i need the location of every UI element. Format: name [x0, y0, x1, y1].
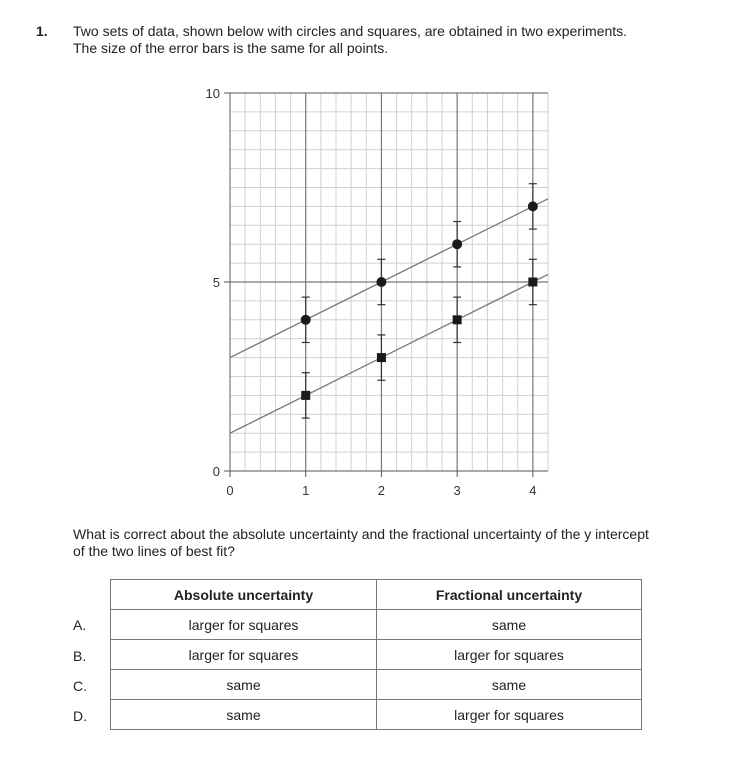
- square-point: [528, 278, 537, 287]
- circle-point: [528, 201, 538, 211]
- best-fit-lines: [230, 199, 548, 433]
- table-row: [111, 610, 642, 640]
- prompt-line-2: of the two lines of best fit?: [73, 543, 235, 559]
- circles-fit-line: [230, 199, 548, 358]
- cell-absolute: larger for squares: [111, 610, 377, 640]
- question-prompt: [73, 526, 713, 560]
- table-row: [111, 670, 642, 700]
- circle-point: [452, 239, 462, 249]
- stem-line-2: The size of the error bars is the same for all points.: [73, 40, 389, 56]
- x-tick-label: 4: [529, 483, 537, 498]
- y-tick-label: 0: [212, 464, 220, 479]
- cell-fractional: same: [377, 670, 642, 700]
- header-absolute: Absolute uncertainty: [111, 580, 377, 610]
- question-number: 1.: [36, 23, 48, 39]
- tick-labels: [206, 86, 537, 498]
- circle-point: [301, 315, 311, 325]
- header-fractional: Fractional uncertainty: [377, 580, 642, 610]
- square-point: [453, 315, 462, 324]
- cell-absolute: larger for squares: [111, 640, 377, 670]
- option-letter-c[interactable]: C.: [73, 678, 87, 694]
- square-point: [377, 353, 386, 362]
- table-header-row: [111, 580, 642, 610]
- table-row: [111, 700, 642, 730]
- x-tick-label: 2: [377, 483, 386, 498]
- x-tick-label: 1: [302, 483, 310, 498]
- cell-fractional: same: [377, 610, 642, 640]
- cell-fractional: larger for squares: [377, 700, 642, 730]
- x-tick-label: 0: [226, 483, 234, 498]
- options-table: [110, 579, 642, 730]
- squares-fit-line: [230, 274, 548, 433]
- cell-absolute: same: [111, 700, 377, 730]
- square-point: [301, 391, 310, 400]
- option-letter-d[interactable]: D.: [73, 708, 87, 724]
- cell-fractional: larger for squares: [377, 640, 642, 670]
- circle-point: [376, 277, 386, 287]
- stem-line-1: Two sets of data, shown below with circles and squares, are obtained in two experiments.: [73, 23, 628, 39]
- cell-absolute: same: [111, 670, 377, 700]
- table-row: [111, 640, 642, 670]
- option-letter-a[interactable]: A.: [73, 617, 87, 633]
- y-tick-label: 10: [205, 86, 220, 101]
- option-letter-b[interactable]: B.: [73, 648, 87, 664]
- y-tick-label: 5: [212, 275, 220, 290]
- x-tick-label: 3: [453, 483, 461, 498]
- prompt-line-1: What is correct about the absolute uncertainty and the fractional uncertainty of the y intercept: [73, 526, 649, 542]
